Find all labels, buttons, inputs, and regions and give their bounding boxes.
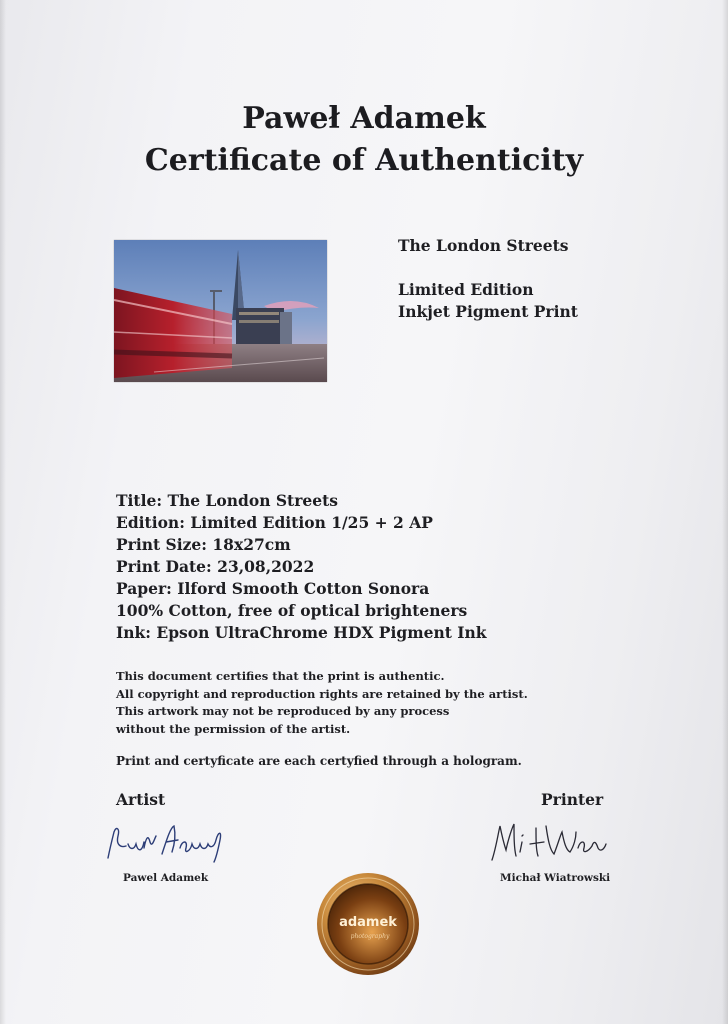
printer-signature (488, 816, 608, 866)
london-street-bus-photo (114, 240, 327, 382)
seal-brand: adamek (339, 915, 397, 930)
print-details (116, 490, 487, 644)
print-type: Inkjet Pigment Print (398, 302, 578, 321)
artist-name: Pawel Adamek (123, 872, 209, 884)
detail-ink: Ink: Epson UltraChrome HDX Pigment Ink (116, 623, 487, 642)
hologram-seal (314, 870, 422, 978)
certification-line: without the permission of the artist. (116, 721, 351, 736)
detail-title: Title: The London Streets (116, 491, 338, 510)
certification-line: All copyright and reproduction rights are retained by the artist. (116, 686, 528, 701)
certification-line: This document certifies that the print is authentic. (116, 669, 445, 683)
detail-paper-composition: 100% Cotton, free of optical brighteners (116, 601, 468, 620)
certification-statement (116, 668, 528, 770)
artwork-title: The London Streets (398, 236, 569, 255)
artist-label: Artist (116, 790, 166, 809)
certificate-header (0, 98, 728, 182)
certification-line: This artwork may not be reproduced by any process (116, 704, 450, 718)
artwork-summary (398, 234, 578, 323)
certificate-title: Certificate of Authenticity (144, 143, 584, 178)
artist-signature (104, 818, 234, 868)
detail-print-size: Print Size: 18x27cm (116, 535, 291, 554)
printer-name: Michał Wiatrowski (500, 872, 611, 884)
hologram-note: Print and certyficate are each certyfied through a hologram. (116, 754, 522, 768)
artist-heading: Paweł Adamek (242, 101, 486, 136)
detail-paper: Paper: Ilford Smooth Cotton Sonora (116, 579, 430, 598)
edition-type: Limited Edition (398, 280, 534, 299)
artwork-photo (114, 240, 327, 382)
seal-tagline: photography (350, 933, 390, 940)
detail-print-date: Print Date: 23,08,2022 (116, 557, 315, 576)
detail-edition: Edition: Limited Edition 1/25 + 2 AP (116, 513, 433, 532)
printer-label: Printer (541, 790, 604, 809)
